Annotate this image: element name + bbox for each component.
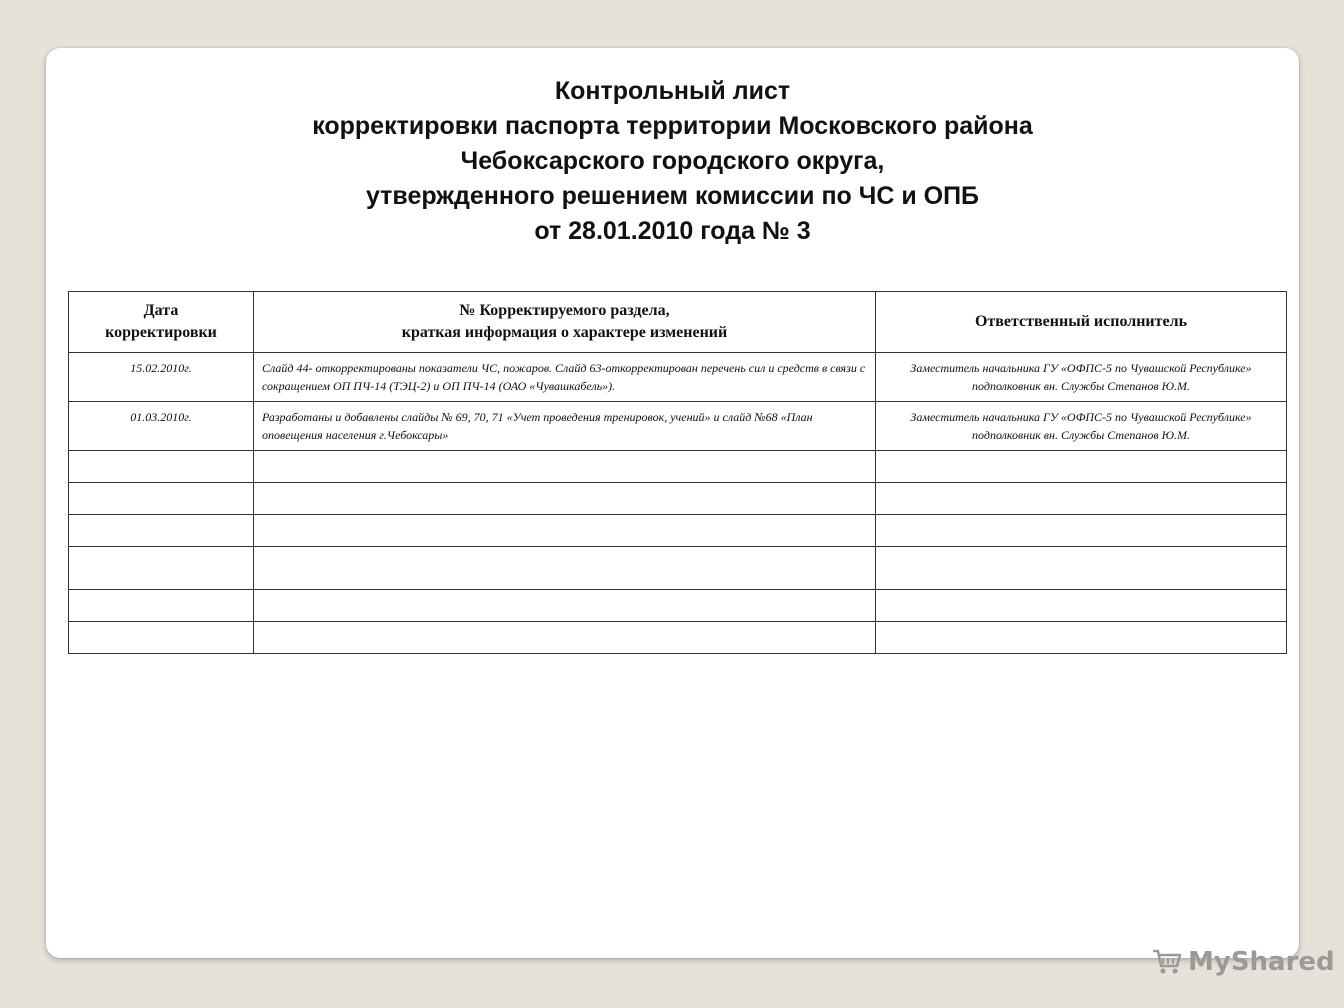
- document-title: [46, 74, 1299, 249]
- cell-responsible: Заместитель начальника ГУ «ОФПС-5 по Чувашской Республике» подполковник вн. Службы Степанов Ю.М.: [876, 402, 1287, 451]
- cell-responsible: Заместитель начальника ГУ «ОФПС-5 по Чувашской Республике» подполковник вн. Службы Степанов Ю.М.: [876, 353, 1287, 402]
- header-date: Дата корректировки: [69, 292, 254, 353]
- cell-description: Слайд 44- откорректированы показатели ЧС, пожаров. Слайд 63-откорректирован перечень сил и средств в связи с сокращением ОП ПЧ-14 (ТЭЦ-2) и ОП ПЧ-14 (ОАО «Чувашкабель»).: [254, 353, 876, 402]
- watermark: [1152, 945, 1335, 979]
- title-line-5: от 28.01.2010 года № 3: [534, 217, 811, 245]
- title-line-3: Чебоксарского городского округа,: [460, 147, 885, 175]
- corrections-table: [68, 291, 1287, 654]
- title-line-2: корректировки паспорта территории Московского района: [312, 112, 1033, 140]
- empty-row: [69, 590, 1287, 622]
- title-line-4: утвержденного решением комиссии по ЧС и ОПБ: [365, 182, 980, 210]
- empty-cell: [876, 483, 1287, 515]
- empty-row: [69, 451, 1287, 483]
- cell-description: Разработаны и добавлены слайды № 69, 70, 71 «Учет проведения тренировок, учений» и слайд №68 «План оповещения населения г.Чебоксары»: [254, 402, 876, 451]
- empty-cell: [69, 622, 254, 654]
- document-page: [46, 48, 1299, 958]
- empty-cell: [254, 590, 876, 622]
- cell-date: 01.03.2010г.: [69, 402, 254, 451]
- title-line-1: Контрольный лист: [554, 77, 791, 105]
- table-row: [69, 402, 1287, 451]
- empty-cell: [69, 483, 254, 515]
- empty-cell: [876, 590, 1287, 622]
- watermark-text: MyShared: [1188, 947, 1335, 977]
- empty-cell: [69, 547, 254, 590]
- empty-cell: [254, 483, 876, 515]
- empty-cell: [876, 515, 1287, 547]
- empty-cell: [254, 515, 876, 547]
- table-header-row: [69, 292, 1287, 353]
- empty-cell: [254, 451, 876, 483]
- empty-cell: [254, 622, 876, 654]
- empty-row: [69, 515, 1287, 547]
- empty-cell: [69, 451, 254, 483]
- empty-cell: [69, 590, 254, 622]
- empty-cell: [876, 547, 1287, 590]
- header-responsible: Ответственный исполнитель: [876, 292, 1287, 353]
- header-section: № Корректируемого раздела, краткая информация о характере изменений: [254, 292, 876, 353]
- table-row: [69, 353, 1287, 402]
- empty-row: [69, 622, 1287, 654]
- empty-cell: [876, 622, 1287, 654]
- empty-row: [69, 483, 1287, 515]
- empty-cell: [69, 515, 254, 547]
- cell-date: 15.02.2010г.: [69, 353, 254, 402]
- shopping-cart-icon: [1152, 948, 1182, 976]
- empty-cell: [876, 451, 1287, 483]
- empty-row: [69, 547, 1287, 590]
- empty-cell: [254, 547, 876, 590]
